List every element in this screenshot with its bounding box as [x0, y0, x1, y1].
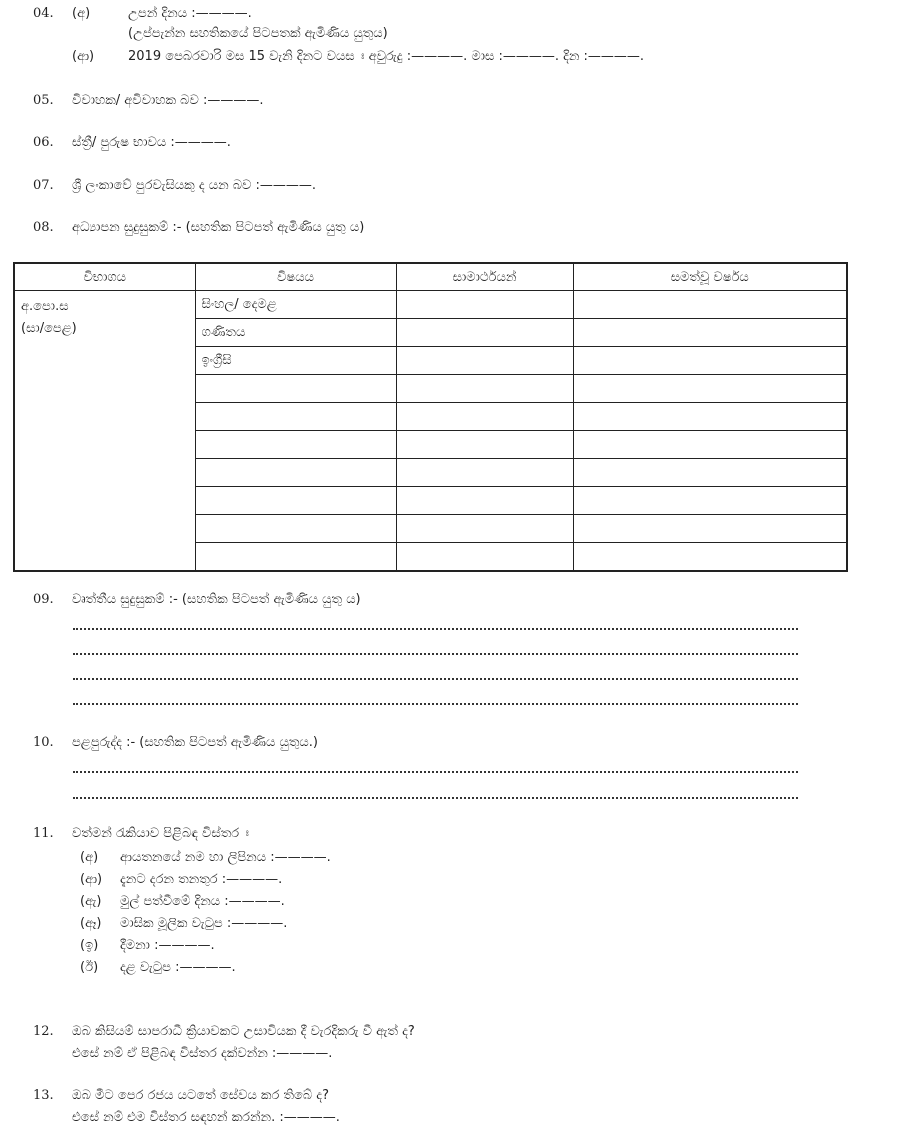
q08-text: අධ්‍යාපන සුදුසුකම් :- (සහතික පිටපත් ඇමිණිය යුතු ය): [72, 220, 365, 235]
subject-cell[interactable]: සිංහල/ දෙමළ: [195, 291, 396, 319]
q06-text: ස්ත්‍රී/ පුරුෂ භාවය :————.: [72, 135, 231, 150]
q11-item-label: (ඈ): [80, 916, 102, 931]
year-passed-cell[interactable]: [573, 291, 847, 319]
passes-cell[interactable]: [396, 543, 573, 572]
q11-item-text: දීමනා :————.: [120, 938, 215, 953]
year-passed-cell[interactable]: [573, 459, 847, 487]
q04-a-label: (අ): [72, 6, 91, 21]
passes-cell[interactable]: [396, 291, 573, 319]
table-header-row: [14, 263, 847, 291]
q06-number: 06.: [33, 135, 54, 150]
q11-item-label: (අ): [80, 850, 99, 865]
q04-number: 04.: [33, 6, 54, 21]
q04-b-text: 2019 පෙබරවාරි මස 15 වැනි දිනට වයස ඃ අවුරුදු :————. මාස :————. දින :————.: [128, 49, 645, 64]
q11-item-label: (ආ): [80, 872, 103, 887]
q11-item-text: මුල් පත්වීමේ දිනය :————.: [120, 894, 285, 909]
subject-cell[interactable]: [195, 459, 396, 487]
q09-answer-line-2[interactable]: [73, 651, 798, 655]
exam-category-cell: අ.පො.ස (සා/පෙළ): [14, 291, 195, 572]
passes-cell[interactable]: [396, 515, 573, 543]
header-exam: විභාගය: [14, 263, 195, 291]
q13-line-2: එසේ නම් එම විස්තර සඳහන් කරන්න. :————.: [72, 1110, 340, 1125]
subject-cell[interactable]: [195, 487, 396, 515]
header-year-passed: සමත්වූ වර්ෂය: [573, 263, 847, 291]
q13-number: 13.: [33, 1088, 54, 1103]
q09-answer-line-3[interactable]: [73, 676, 798, 680]
q11-number: 11.: [33, 826, 54, 841]
passes-cell[interactable]: [396, 487, 573, 515]
year-passed-cell[interactable]: [573, 543, 847, 572]
subject-cell[interactable]: [195, 403, 396, 431]
q09-number: 09.: [33, 592, 54, 607]
q10-number: 10.: [33, 735, 54, 750]
q04-a-text: උපන් දිනය :————.: [128, 6, 252, 21]
q08-number: 08.: [33, 220, 54, 235]
q11-item-text: ආයතනයේ නම හා ලිපිනය :————.: [120, 850, 331, 865]
year-passed-cell[interactable]: [573, 347, 847, 375]
education-qualifications-table: [13, 262, 848, 572]
q09-text: වෘත්තීය සුදුසුකම් :- (සහතික පිටපත් ඇමිණිය යුතු ය): [72, 592, 361, 607]
year-passed-cell[interactable]: [573, 403, 847, 431]
passes-cell[interactable]: [396, 347, 573, 375]
q11-item-text: මාසික මූලික වැටුප :————.: [120, 916, 288, 931]
q10-answer-line-2[interactable]: [73, 795, 798, 799]
q09-answer-line-1[interactable]: [73, 626, 798, 630]
q05-number: 05.: [33, 93, 54, 108]
q07-text: ශ්‍රී ලංකාවේ පුරවැසියකු ද යන බව :————.: [72, 178, 317, 193]
year-passed-cell[interactable]: [573, 431, 847, 459]
year-passed-cell[interactable]: [573, 319, 847, 347]
year-passed-cell[interactable]: [573, 515, 847, 543]
passes-cell[interactable]: [396, 319, 573, 347]
year-passed-cell[interactable]: [573, 487, 847, 515]
q11-item-label: (ඉ): [80, 938, 99, 953]
q12-line-2: එසේ නම් ඒ පිළිබඳ විස්තර දක්වන්න :————.: [72, 1046, 333, 1061]
q10-answer-line-1[interactable]: [73, 769, 798, 773]
q11-item-text: දළ වැටුප :————.: [120, 960, 236, 975]
q04-b-label: (ආ): [72, 49, 95, 64]
q12-number: 12.: [33, 1024, 54, 1039]
subject-cell[interactable]: ඉංග්‍රීසි: [195, 347, 396, 375]
passes-cell[interactable]: [396, 431, 573, 459]
subject-cell[interactable]: [195, 515, 396, 543]
q07-number: 07.: [33, 178, 54, 193]
q05-text: විවාහක/ අවිවාහක බව :————.: [72, 93, 264, 108]
q11-text: වත්මන් රැකියාව පිළිබඳ විස්තර ඃ: [72, 826, 249, 841]
header-passes: සාමාර්ථයන්: [396, 263, 573, 291]
table-row: [14, 291, 847, 319]
q04-a-note: (උප්පැන්න සහතිකයේ පිටපතක් ඇමිණිය යුතුය): [128, 26, 388, 41]
passes-cell[interactable]: [396, 403, 573, 431]
q13-line-1: ඔබ මීට පෙර රජය යටතේ සේවය කර තිබේ ද?: [72, 1088, 329, 1103]
passes-cell[interactable]: [396, 375, 573, 403]
q09-answer-line-4[interactable]: [73, 701, 798, 705]
subject-cell[interactable]: [195, 375, 396, 403]
q11-item-text: දැනට දරන තනතුර :————.: [120, 872, 283, 887]
q11-item-label: (ඊ): [80, 960, 99, 975]
passes-cell[interactable]: [396, 459, 573, 487]
year-passed-cell[interactable]: [573, 375, 847, 403]
subject-cell[interactable]: [195, 543, 396, 572]
q11-item-label: (ඇ): [80, 894, 102, 909]
q10-text: පළපුරුද්ද :- (සහතික පිටපත් ඇමිණිය යුතුය.): [72, 735, 318, 750]
header-subject: විෂයය: [195, 263, 396, 291]
subject-cell[interactable]: [195, 431, 396, 459]
q12-line-1: ඔබ කිසියම් සාපරාධී ක්‍රියාවකට උසාවියක දී වැරදිකරු වී ඇත් ද?: [72, 1024, 415, 1039]
subject-cell[interactable]: ගණිතය: [195, 319, 396, 347]
